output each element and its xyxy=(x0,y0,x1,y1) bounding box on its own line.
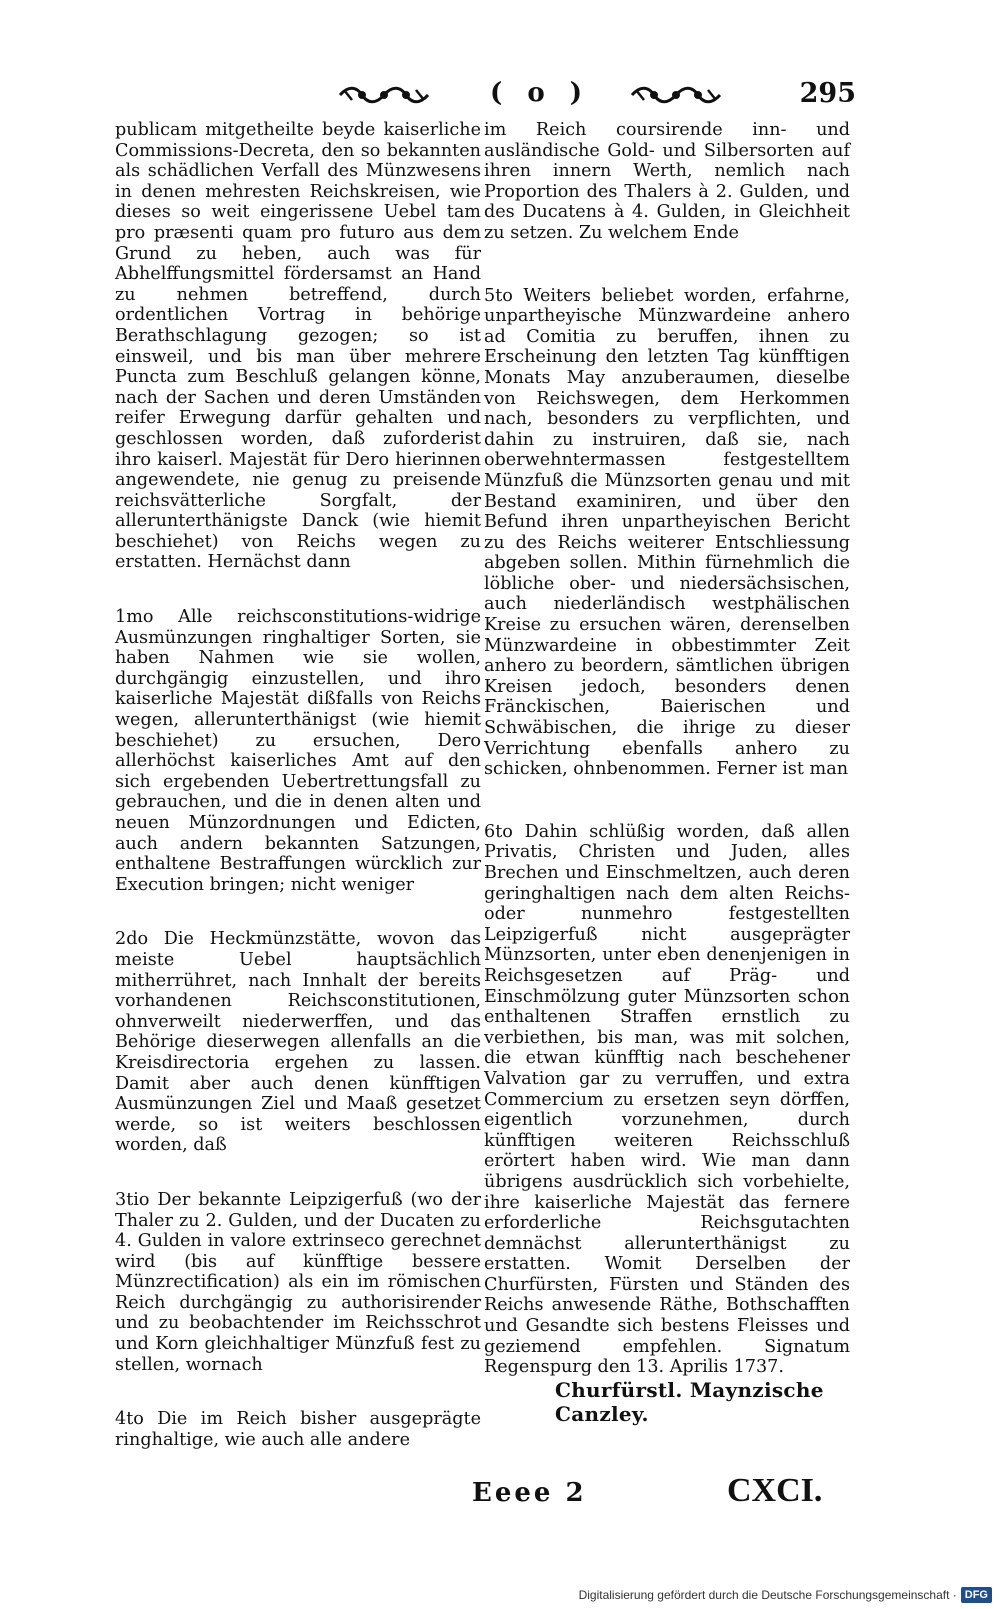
paragraph-5to: 5to Weiters beliebet worden, erfahrne, unpartheyische Münzwardeine anhero ad Comitia zu beruffen, ihnen zu Erscheinung den letzten Tag künfftigen Monats May anzuberaumen, dieselbe von Reichswegen, dem Herkommen nach, besonders zu verpflichten, und dahin zu instruiren, daß sie, nach oberwehntermassen festgestelltem Münzfuß die Münzsorten genau und mit Bestand examiniren, und über den Befund ihren unpartheyischen Bericht zu des Reichs weiterer Entschliessung abgeben sollen. Mithin fürnehmlich die löbliche ober- und niedersächsischen, auch niederländisch westphälischen Kreise zu ersuchen wären, derenselben Münzwardeine in obbestimmter Zeit anhero zu beordern, sämtlichen übrigen Kreisen jedoch, besonders denen Fränckischen, Baierischen und Schwäbischen, die ihrige zu dieser Verrichtung ebenfalls anhero zu schicken, ohnbenommen. Ferner ist man xyxy=(484,285,850,780)
paragraph-2do: 2do Die Heckmünzstätte, wovon das meiste Uebel hauptsächlich mitherrühret, nach Innhalt der bereits vorhandenen Reichsconstitutionen, ohnverweilt niederwerffen, und das Behörige dieserwegen allenfalls an die Kreisdirectoria ergehen zu lassen. Damit aber auch denen künfftigen Ausmünzungen Ziel und Maaß gesetzet werde, so ist weiters beschlossen worden, daß xyxy=(115,929,481,1156)
printer-signature-mark: Eeee 2 xyxy=(472,1478,587,1508)
paragraph-1mo: 1mo Alle reichsconstitutions-widrige Ausmünzungen ringhaltiger Sorten, sie haben Nahmen wie sie wollen, durchgängig einzustellen, und ihro kaiserliche Majestät dißfalls von Reichs wegen, allerunterthänigst (wie hiemit beschiehet) zu ersuchen, Dero allerhöchst kaiserliches Amt auf den sich ergebenden Uebertrettungsfall zu gebrauchen, und die in denen alten und neuen Münzordnungen und Edicten, auch andern bekannten Satzungen, enthaltene Bestraffungen würcklich zur Execution bringen; nicht weniger xyxy=(115,607,481,895)
paragraph-6to: 6to Dahin schlüßig worden, daß allen Privatis, Christen und Juden, alles Brechen und Einschmeltzen, auch deren geringhaltigen nach dem alten Reichs- oder nunmehro festgestellten Leipzigerfuß nicht ausgeprägter Münzsorten, unter eben denenjenigen in Reichsgesetzen auf Präg- und Einschmölzung guter Münzsorten schon enthaltenen Straffen ernstlich zu verbiethen, bis man, was mit solchen, die etwan künfftig nach beschehener Valvation gar zu verruffen, und extra Commercium zu ersetzen seyn dörffen, eigentlich vorzunehmen, durch künfftigen weiteren Reichsschluß erörtert haben wird. Wie man dann übrigens ausdrücklich sich vorbehielte, ihre kaiserliche Majestät das fernere erforderliche Reichsgutachten demnächst allerunterthänigst zu erstatten. Womit Derselben der Churfürsten, Fürsten und Ständen des Reichs anwesende Räthe, Bothschafften und Gesandte sich bestens Fleisses und geziemend empfehlen. Signatum Regenspurg den 13. Aprilis 1737. xyxy=(484,821,850,1378)
left-column xyxy=(115,120,481,1450)
page-number: 295 xyxy=(799,78,856,109)
right-column xyxy=(484,120,850,1378)
paragraph-4to: 4to Die im Reich bisher ausgeprägte ringhaltige, wie auch alle andere xyxy=(115,1409,481,1450)
paragraph-3tio: 3tio Der bekannte Leipzigerfuß (wo der Thaler zu 2. Gulden, und der Ducaten zu 4. Gulden in valore extrinseco gerechnet wird (bis auf künfftige bessere Münzrectification) als ein im römischen Reich durchgängig zu authorisirender und zu beobachtender im Reichsschrot und Korn gleichhaltiger Münzfuß fest zu stellen, wornach xyxy=(115,1189,481,1375)
chancellery-signature: Churfürstl. Maynzische Canzley. xyxy=(555,1378,824,1426)
document-number: CXCI. xyxy=(727,1472,823,1509)
paragraph-intro: publicam mitgetheilte beyde kaiserliche Commissions-Decreta, den so bekannten als schädlichen Verfall des Münzwesens in denen mehresten Reichskreisen, wie dieses so weit eingerissene Uebel tam pro præsenti quam pro futuro aus dem Grund zu heben, auch was für Abhelffungsmittel fördersamst an Hand zu nehmen betreffend, durch ordentlichen Vortrag in behörige Berathschlagung gezogen; so ist einsweil, und bis man über mehrere Puncta zum Beschluß gelangen könne, nach der Sachen und deren Umständen reifer Erwegung darfür gehalten und geschlossen worden, daß zuforderist ihro kaiserl. Majestät für Dero hierinnen angewendete, nie genug zu preisende reichsvätterliche Sorgfalt, der allerunterthänigste Danck (wie hiemit beschiehet) von Reichs wegen zu erstatten. Hernächst dann xyxy=(115,120,481,573)
page-header xyxy=(110,78,856,118)
dfg-logo-icon: DFG xyxy=(961,1587,992,1603)
paragraph-continuation: im Reich coursirende inn- und ausländische Gold- und Silbersorten auf ihren innern Werth, nemlich nach Proportion des Thalers à 2. Gulden, und des Ducatens à 4. Gulden, in Gleichheit zu setzen. Zu welchem Ende xyxy=(484,120,850,243)
ornament-right-icon xyxy=(630,84,722,106)
credit-text: Digitalisierung gefördert durch die Deutsche Forschungsgemeinschaft · xyxy=(578,1588,957,1602)
header-center-mark: ( o ) xyxy=(489,78,591,108)
digitization-credit xyxy=(579,1585,992,1605)
ornament-left-icon xyxy=(338,84,430,106)
